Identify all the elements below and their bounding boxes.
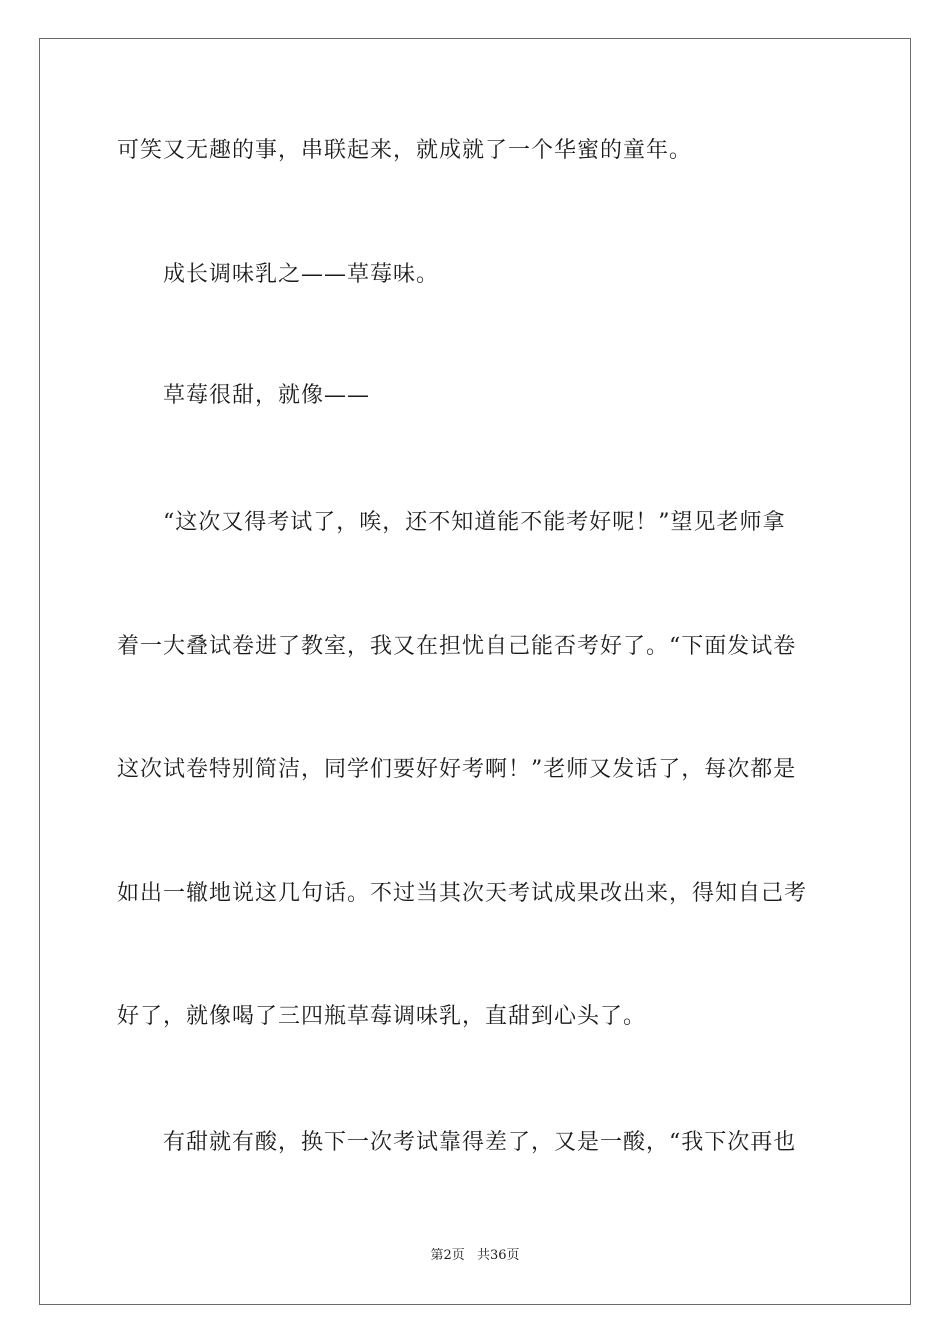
text-line: 着一大叠试卷进了教室，我又在担忧自己能否考好了。“下面发试卷 bbox=[117, 634, 797, 659]
page-number: 第2页 bbox=[430, 1248, 465, 1263]
text-line: 草莓很甜，就像—— bbox=[163, 383, 371, 408]
text-line: 如出一辙地说这几句话。不过当其次天考试成果改出来，得知自己考 bbox=[117, 881, 808, 906]
total-pages: 共36页 bbox=[476, 1248, 520, 1263]
page-border bbox=[39, 38, 911, 1305]
text-line: 这次试卷特别简洁，同学们要好好考啊！”老师又发话了，每次都是 bbox=[117, 757, 797, 782]
text-line: 可笑又无趣的事，串联起来，就成就了一个华蜜的童年。 bbox=[117, 138, 693, 163]
text-line: 成长调味乳之——草莓味。 bbox=[163, 262, 440, 287]
text-line: “这次又得考试了，唉，还不知道能不能考好呢！”望见老师拿 bbox=[163, 510, 786, 535]
text-line: 有甜就有酸，换下一次考试靠得差了，又是一酸，“我下次再也 bbox=[163, 1130, 797, 1155]
text-line: 好了，就像喝了三四瓶草莓调味乳，直甜到心头了。 bbox=[117, 1004, 647, 1029]
page-footer bbox=[0, 1248, 950, 1264]
